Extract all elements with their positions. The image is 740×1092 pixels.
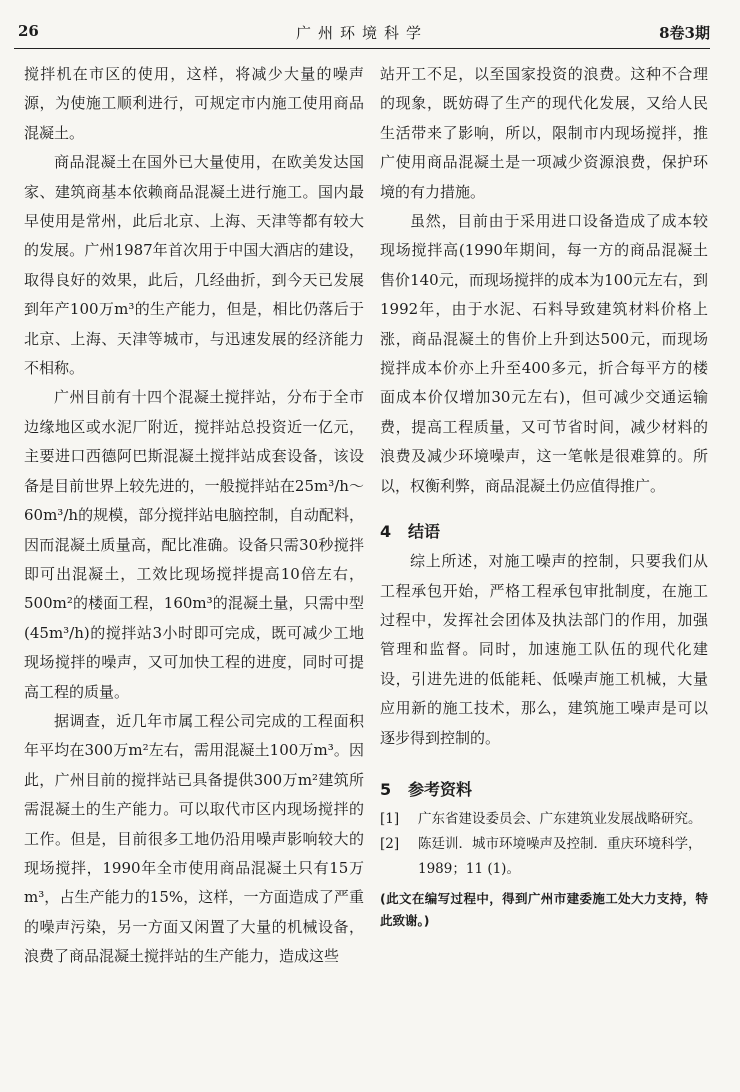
paragraph: 站开工不足，以至国家投资的浪费。这种不合理的现象，既妨碍了生产的现代化发展，又给人民生活带来了影响，所以，限制市内现场搅拌，推广使用商品混凝土是一项减少资源浪费，保护环境的有力措施。 xyxy=(380,65,708,201)
section-title: 结语 xyxy=(408,522,441,542)
reference-number: [1] xyxy=(380,810,400,827)
reference-text: 陈廷训．城市环境噪声及控制．重庆环境科学，1989；11 (1)。 xyxy=(418,835,702,877)
paragraph: 综上所述，对施工噪声的控制，只要我们从工程承包开始，严格工程承包审批制度，在施工过程中，发挥社会团体及执法部门的作用，加强管理和监督。同时，加速施工队伍的现代化建设，引进先进的低能耗、低噪声施工机械，大量应用新的施工技术，那么，建筑施工噪声是可以逐步得到控制的。 xyxy=(380,552,708,747)
section-title: 参考资料 xyxy=(408,779,473,799)
reference-number: [2] xyxy=(380,835,400,852)
paragraph: 搅拌机在市区的使用，这样，将减少大量的噪声源，为使施工顺利进行，可规定市内施工使用商品混凝土。 xyxy=(24,65,364,142)
section-heading-references xyxy=(380,775,708,805)
reference-item xyxy=(380,807,708,832)
journal-title: 广州环境科学 xyxy=(295,24,428,42)
right-column xyxy=(380,60,708,932)
paragraph: 虽然，目前由于采用进口设备造成了成本较现场搅拌高(1990年期间，每一方的商品混凝土售价140元，而现场搅拌的成本为100元左右，到1992年，由于水泥、石料导致建筑材料价格上涨，商品混凝土的售价上升到达500元，而现场搅拌成本价亦上升至400多元，折合每平方的楼面成本价仅增加30元左右)，但可减少交通运输费，提高工程质量，又可节省时间，减少材料的浪费及减少环境噪声，这一笔帐是很难算的。所以，权衡利弊，商品混凝土仍应值得推广。 xyxy=(380,212,708,495)
acknowledgement: (此文在编写过程中，得到广州市建委施工处大力支持，特此致谢。) xyxy=(380,890,708,928)
reference-text: 广东省建设委员会、广东建筑业发展战略研究。 xyxy=(418,810,702,827)
paragraph: 广州目前有十四个混凝土搅拌站，分布于全市边缘地区或水泥厂附近，搅拌站总投资近一亿元，主要进口西德阿巴斯混凝土搅拌站成套设备，该设备是目前世界上较先进的，一般搅拌站在25m³/h～60m³/h的规模，部分搅拌站电脑控制，自动配料，因而混凝土质量高，配比准确。设备只需30秒搅拌即可出混凝土，工效比现场搅拌提高10倍左右，500m²的楼面工程，160m³的混凝土量，只需中型(45m³/h)的搅拌站3小时即可完成，既可减少工地现场搅拌的噪声，又可加快工程的进度，同时可提高工程的质量。 xyxy=(24,388,364,701)
page-number: 26 xyxy=(18,22,39,40)
section-heading-conclusion xyxy=(380,517,708,547)
references-list xyxy=(380,807,708,882)
paragraph: 商品混凝土在国外已大量使用，在欧美发达国家、建筑商基本依赖商品混凝土进行施工。国内最早使用是常州，此后北京、上海、天津等都有较大的发展。广州1987年首次用于中国大酒店的建设，取得良好的效果，此后，几经曲折，到今天已发展到年产100万m³的生产能力，但是，相比仍落后于北京、上海、天津等城市，与迅速发展的经济能力不相称。 xyxy=(24,153,364,378)
section-number: 5 xyxy=(380,779,392,799)
page-header xyxy=(14,18,710,49)
paragraph: 据调查，近几年市属工程公司完成的工程面积年平均在300万m²左右，需用混凝土100万m³。因此，广州目前的搅拌站已具备提供300万m²建筑所需混凝土的生产能力。可以取代市区内现场搅拌的工作。但是，目前很多工地仍沿用噪声影响较大的现场搅拌，1990年全市使用商品混凝土只有15万m³，占生产能力的15%，这样，一方面造成了严重的噪声污染，另一方面又闲置了大量的机械设备，浪费了商品混凝土搅拌站的生产能力，造成这些 xyxy=(24,711,364,966)
section-number: 4 xyxy=(380,522,392,542)
volume-issue: 8卷3期 xyxy=(659,24,710,42)
reference-item xyxy=(380,832,708,882)
left-column xyxy=(24,60,364,972)
